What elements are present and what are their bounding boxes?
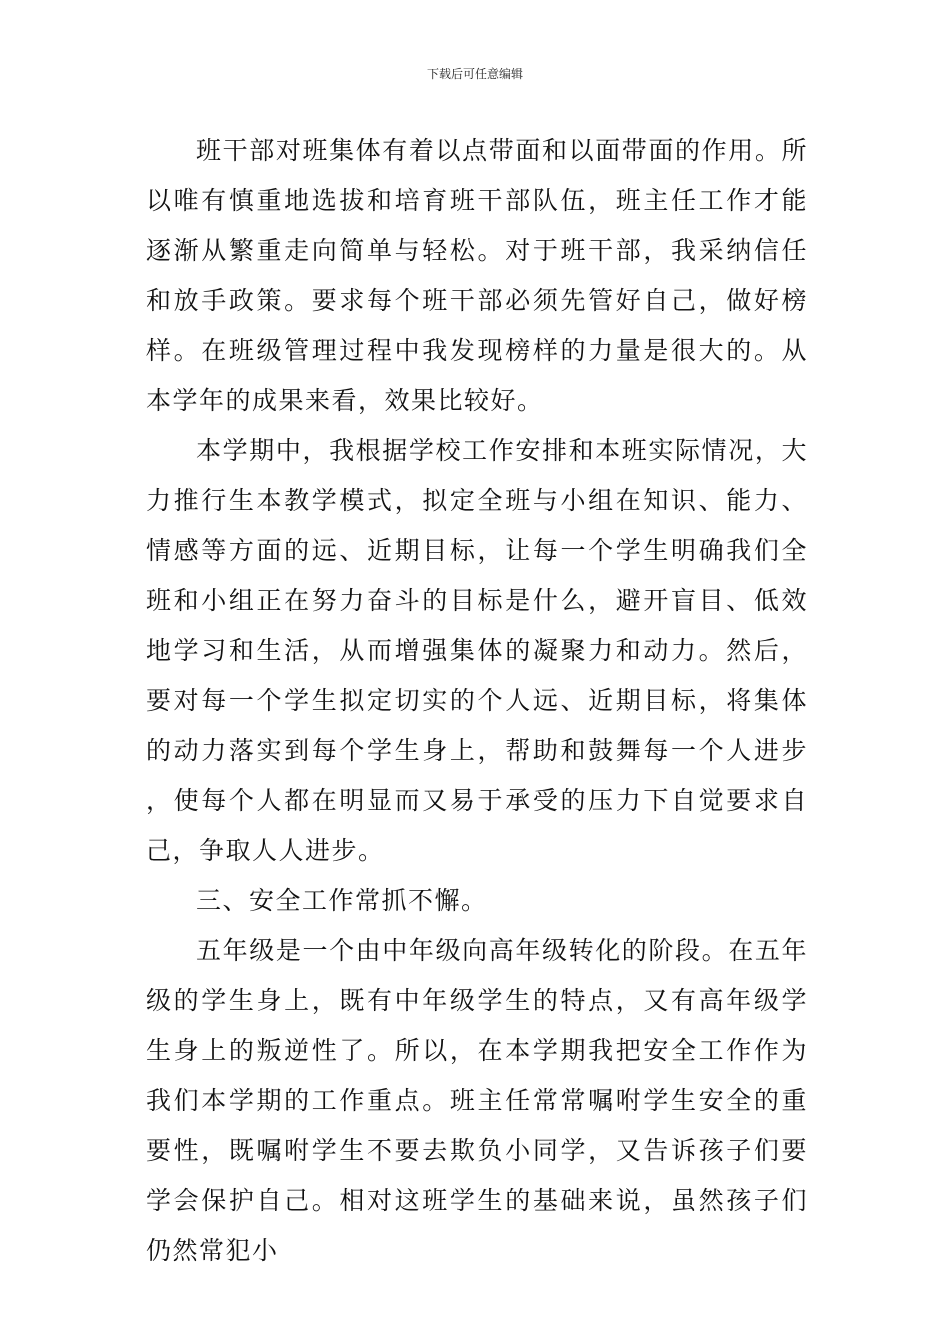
page-header: 下载后可任意编辑 — [426, 67, 523, 81]
document-body — [146, 126, 808, 1276]
paragraph-grade-five-safety: 五年级是一个由中年级向高年级转化的阶段。在五年级的学生身上，既有中年级学生的特点，又有高年级学生身上的叛逆性了。所以，在本学期我把安全工作作为我们本学期的工作重点。班主任常常嘱咐学生安全的重要性，既嘱咐学生不要去欺负小同学，又告诉孩子们要学会保护自己。相对这班学生的基础来说，虽然孩子们仍然常犯小 — [146, 936, 808, 1265]
paragraph-semester-goals: 本学期中，我根据学校工作安排和本班实际情况，大力推行生本教学模式，拟定全班与小组在知识、能力、情感等方面的远、近期目标，让每一个学生明确我们全班和小组正在努力奋斗的目标是什么，避开盲目、低效地学习和生活，从而增强集体的凝聚力和动力。然后，要对每一个学生拟定切实的个人远、近期目标，将集体的动力落实到每个学生身上，帮助和鼓舞每一个人进步，使每个人都在明显而又易于承受的压力下自觉要求自己，争取人人进步。 — [146, 436, 808, 865]
section-heading-safety: 三、安全工作常抓不懈。 — [196, 886, 488, 915]
paragraph-class-cadres: 班干部对班集体有着以点带面和以面带面的作用。所以唯有慎重地选拔和培育班干部队伍，班主任工作才能逐渐从繁重走向简单与轻松。对于班干部，我采纳信任和放手政策。要求每个班干部必须先管好自己，做好榜样。在班级管理过程中我发现榜样的力量是很大的。从本学年的成果来看，效果比较好。 — [146, 136, 808, 415]
